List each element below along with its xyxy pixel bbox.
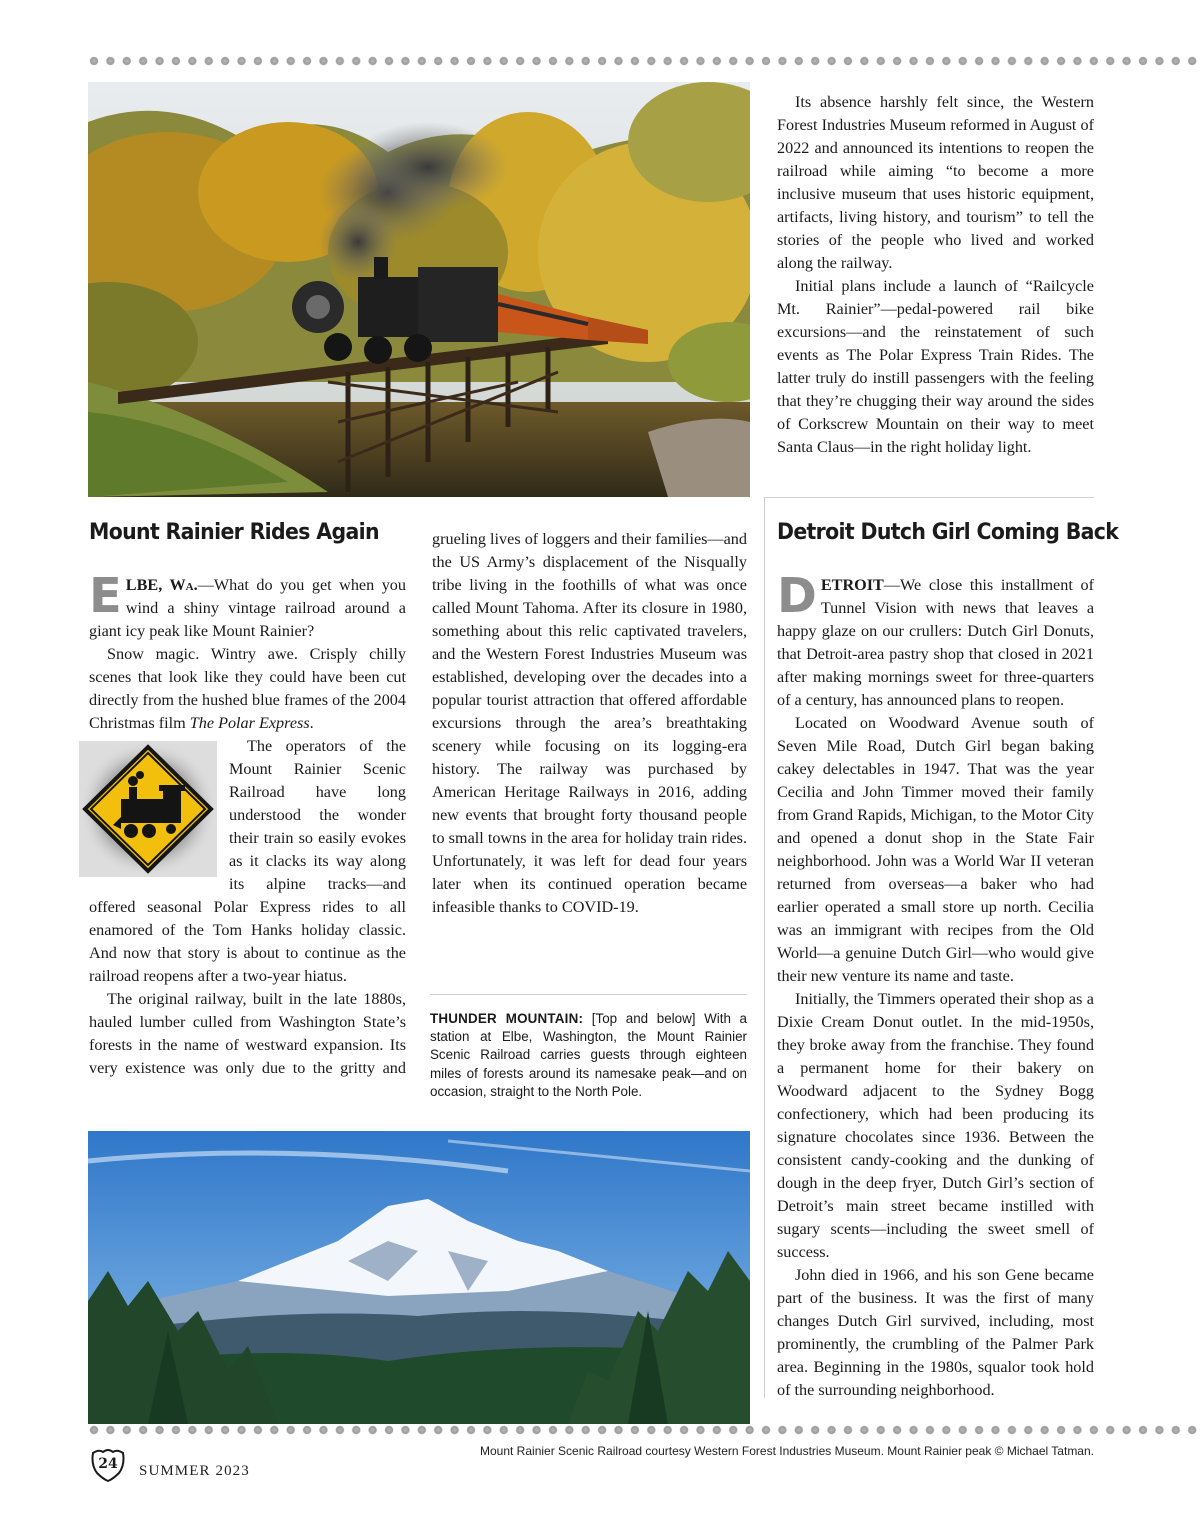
caption-divider	[430, 994, 747, 995]
bottom-dot-border	[88, 1424, 1200, 1436]
sidebar-top-rule	[764, 497, 1094, 498]
drop-cap: D	[777, 568, 817, 624]
paragraph	[89, 643, 406, 735]
paragraph	[777, 568, 1094, 712]
rainier-column-middle	[432, 528, 747, 965]
dateline: ETROIT	[820, 576, 884, 594]
caption-text: [Top and below] With a station at Elbe, Washington, the Mount Rainier Scenic Railroad carries guests through eighteen miles of forests around its namesake peak—and on occasion, straight to the North Pole.	[430, 1011, 747, 1099]
paragraph: Its absence harshly felt since, the Western Forest Industries Museum reformed in August of 2022 and announced its intentions to reopen the railroad while aiming “to become a more inclusive museum that uses historic equipment, artifacts, living history, and tourism” to tell the stories of the people who lived and worked along the railway.	[777, 93, 1094, 272]
train-trestle-photo	[88, 82, 750, 497]
rainier-column-left	[89, 568, 406, 1080]
paragraph-text: Snow magic. Wintry awe. Crisply chilly scenes that look like they could have been cut directly from the hushed blue frames of the 2004 Christmas film	[89, 645, 406, 732]
caption-label: THUNDER MOUNTAIN:	[430, 1011, 584, 1026]
article-title: Mount Rainier Rides Again	[89, 520, 379, 545]
detroit-column	[777, 568, 1094, 1402]
paragraph	[89, 735, 406, 988]
dateline: LBE, Wa.	[125, 576, 198, 594]
paragraph: Initial plans include a launch of “Railcycle Mt. Rainier”—pedal-powered rail bike excursions—and the reinstatement of such events as The Polar Express Train Rides. The latter truly do instill passengers with the feeling that they’re chugging their way around the sides of Corkscrew Mountain on their way to meet Santa Claus—in the right holiday light.	[777, 277, 1094, 456]
rainier-continuation-column	[777, 91, 1094, 459]
drop-cap: E	[89, 568, 122, 624]
photo-caption	[430, 1010, 747, 1101]
sidebar-left-rule	[764, 497, 765, 1398]
paragraph: Initially, the Timmers operated their shop as a Dixie Cream Donut outlet. In the mid-1950s, they broke away from the franchise. They found a permanent home for their bakery on Woodward adjacent to the Sydney Bogg confectionery, which had been producing its signature chocolates since 1936. Between the consistent candy-cooking and the dunking of dough in the deep fryer, Dutch Girl’s section of Detroit’s main street became instilled with sugary scents—including the sweet smell of success.	[777, 990, 1094, 1261]
paragraph-text: The operators of the Mount Rainier Scenic Railroad have long understood the wonder their train so easily evokes as it clacks its way along its alpine tracks—and offered seasonal Polar Express rides to all enamored of the Tom Hanks holiday classic. And now that story is about to continue as the railroad reopens after a two-year hiatus.	[89, 737, 406, 985]
top-dot-border	[88, 55, 1200, 67]
paragraph-text: —We close this installment of Tunnel Vision with news that leaves a happy glaze on our crullers: Dutch Girl Donuts, that Detroit-area pastry shop that closed in 2021 after making mornings sweet for three-quarters of a century, has announced plans to reopen.	[777, 576, 1094, 709]
paragraph: John died in 1966, and his son Gene became part of the business. It was the first of many changes Dutch Girl survived, including, most prominently, the crumbling of the Palmer Park area. Beginning in the 1980s, squalor took hold of the surrounding neighborhood.	[777, 1266, 1094, 1399]
page-number: 24	[98, 1456, 118, 1472]
paragraph: The original railway, built in the late 1880s, hauled lumber culled from Washington State’s forests in the name of westward expansion. Its very existence was only due to the gritty and	[89, 990, 406, 1077]
railroad-crossing-sign-icon	[77, 739, 219, 879]
mount-rainier-photo	[88, 1131, 750, 1424]
paragraph	[89, 568, 406, 643]
issue-label: SUMMER 2023	[139, 1463, 250, 1479]
paragraph-text: —What do you get when you wind a shiny vintage railroad around a giant icy peak like Mount Rainier?	[89, 576, 406, 640]
photo-credit: Mount Rainier Scenic Railroad courtesy Western Forest Industries Museum. Mount Rainier peak © Michael Tatman.	[480, 1444, 1094, 1458]
paragraph-text: .	[309, 714, 314, 732]
article-title: Detroit Dutch Girl Coming Back	[777, 520, 1119, 545]
film-title: The Polar Express	[189, 714, 310, 732]
paragraph: grueling lives of loggers and their families—and the US Army’s displacement of the Nisqually tribe living in the foothills of what was once called Mount Tahoma. After its closure in 1980, something about this relic captivated travelers, and the Western Forest Industries Museum was established, developing over the decades into a popular tourist attraction that offered affordable excursions through the area’s breathtaking scenery while focusing on its logging-era history. The railway was purchased by American Heritage Railways in 2016, adding new events that brought forty thousand people to small towns in the area for holiday train rides. Unfortunately, it was left for dead four years later when its continued operation became infeasible thanks to COVID-19.	[432, 530, 747, 916]
paragraph: Located on Woodward Avenue south of Seven Mile Road, Dutch Girl began baking cakey delectables in 1947. That was the year Cecilia and John Timmer moved their family from Grand Rapids, Michigan, to the Motor City and opened a donut shop in the State Fair neighborhood. John was a World War II veteran returned from overseas—a baker who had earlier operated a small store up north. Cecilia was an immigrant with recipes from the Old World—a genuine Dutch Girl—who would give their new venture its name and taste.	[777, 714, 1094, 985]
